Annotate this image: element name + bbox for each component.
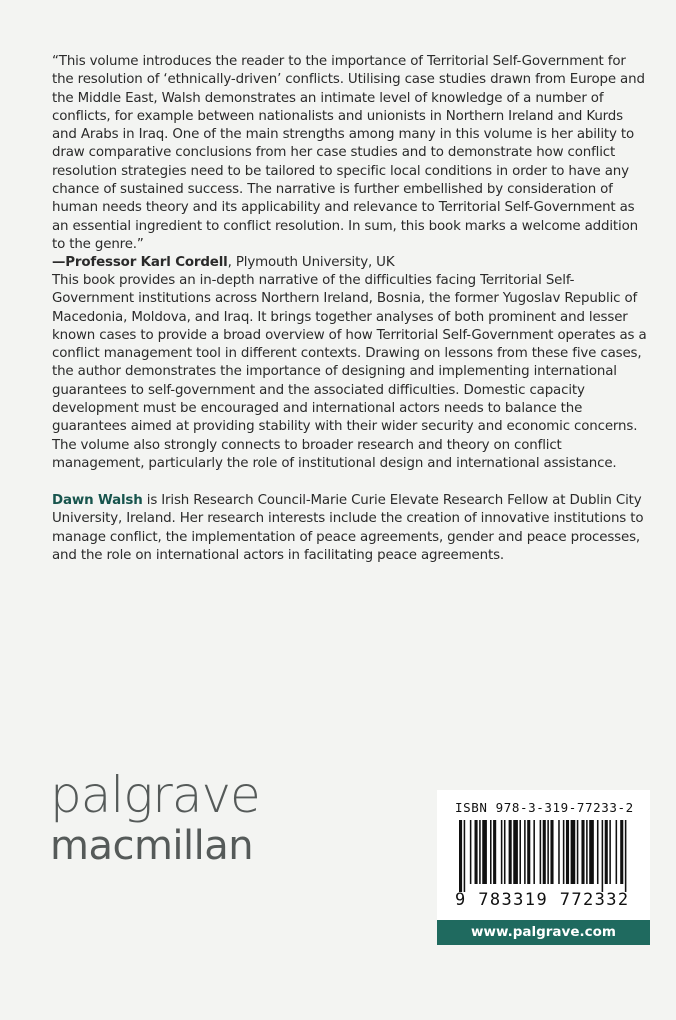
barcode-bar bbox=[501, 820, 503, 884]
barcode-image bbox=[459, 820, 629, 892]
barcode-bar bbox=[547, 820, 549, 884]
barcode-bar bbox=[563, 820, 565, 884]
barcode-bar bbox=[475, 820, 478, 884]
book-description: This book provides an in-depth narrative of the difficulties facing Territorial Self-Government institutions across Northern Ireland, Bosnia, the former Yugoslav Republic of Macedonia, Moldova, and Iraq. It brings together analyses of both prominent and lesser known cases to provide a broad overview of how Territorial Self-Government operates as a conflict management tool in different contexts. Drawing on lessons from these five cases, the author demonstrates the importance of designing and implementing international guarantees to self-government and the associated difficulties. Domestic capacity development must be encouraged and international actors needs to balance the guarantees aimed at providing stability with their wider security and economic concerns. The volume also strongly connects to broader research and theory on conflict management, particularly the role of institutional design and international assistance. bbox=[52, 273, 647, 471]
barcode-bar bbox=[602, 820, 604, 892]
publisher-logo-line-2: macmillan bbox=[50, 823, 254, 869]
barcode-bar bbox=[464, 820, 466, 892]
quote-attribution bbox=[52, 254, 648, 272]
isbn-barcode-panel bbox=[437, 790, 650, 920]
barcode-bar bbox=[597, 820, 599, 884]
publisher-logo-line-1: palgrave bbox=[50, 766, 260, 824]
barcode-bar bbox=[533, 820, 535, 884]
barcode-bar bbox=[470, 820, 472, 884]
publisher-logo bbox=[50, 766, 260, 869]
quote-attribution-affiliation: , Plymouth University, UK bbox=[227, 255, 395, 271]
author-bio-text: is Irish Research Council-Marie Curie Elevate Research Fellow at Dublin City University, Ireland. Her research interests include the creation of innovative institutions to manage conflict, the implementation of peace agreements, gender and peace processes, and the role on international actors in facilitating peace agreements. bbox=[52, 493, 644, 563]
barcode-bar bbox=[609, 820, 611, 884]
barcode-bar bbox=[543, 820, 546, 884]
barcode-bar bbox=[571, 820, 576, 884]
barcode-bar bbox=[513, 820, 518, 884]
endorsement-quote bbox=[52, 53, 648, 273]
barcode-bar bbox=[550, 820, 553, 884]
barcode-bar bbox=[620, 820, 623, 884]
barcode-bar bbox=[616, 820, 618, 884]
barcode-bar bbox=[490, 820, 492, 884]
barcode-bar bbox=[581, 820, 584, 884]
barcode-bar bbox=[605, 820, 608, 884]
barcode-bar bbox=[566, 820, 569, 884]
barcode-bar bbox=[589, 820, 594, 884]
barcode-bar bbox=[479, 820, 481, 884]
barcode-bar bbox=[524, 820, 526, 884]
barcode-bar bbox=[625, 820, 627, 892]
barcode-bar bbox=[493, 820, 496, 884]
barcode-bar bbox=[558, 820, 560, 884]
quote-attribution-name: —Professor Karl Cordell bbox=[52, 255, 228, 271]
quote-text: “This volume introduces the reader to the importance of Territorial Self-Government for the resolution of ‘ethnically-driven’ conflicts. Utilising case studies drawn from Europe and the Middle East, Walsh demonstrates an intimate level of knowledge of a number of conflicts, for example between nationalists and unionists in Northern Ireland and Kurds and Arabs in Iraq. One of the main strengths among many in this volume is her ability to draw comparative conclusions from her case studies and to demonstrate how conflict resolution strategies need to be tailored to specific local conditions in order to have any chance of sustained success. The narrative is further embellished by consideration of human needs theory and its applicability and relevance to Territorial Self-Government as an essential ingredient to conflict resolution. In sum, this book marks a welcome addition to the genre.” bbox=[52, 54, 645, 252]
author-name: Dawn Walsh bbox=[52, 493, 143, 508]
isbn-label: ISBN 978-3-319-77233-2 bbox=[455, 800, 634, 815]
barcode-bar bbox=[459, 820, 462, 892]
barcode-bar bbox=[586, 820, 588, 884]
publisher-url[interactable]: www.palgrave.com bbox=[437, 920, 650, 945]
barcode-bar bbox=[527, 820, 530, 884]
author-bio bbox=[52, 492, 648, 565]
barcode-bar bbox=[519, 820, 521, 884]
barcode-digits: 9 783319 772332 bbox=[455, 890, 630, 910]
barcode-bar bbox=[504, 820, 506, 884]
barcode-bar bbox=[482, 820, 487, 884]
barcode-bar bbox=[577, 820, 579, 884]
barcode-bar bbox=[540, 820, 542, 884]
barcode-bar bbox=[509, 820, 512, 884]
